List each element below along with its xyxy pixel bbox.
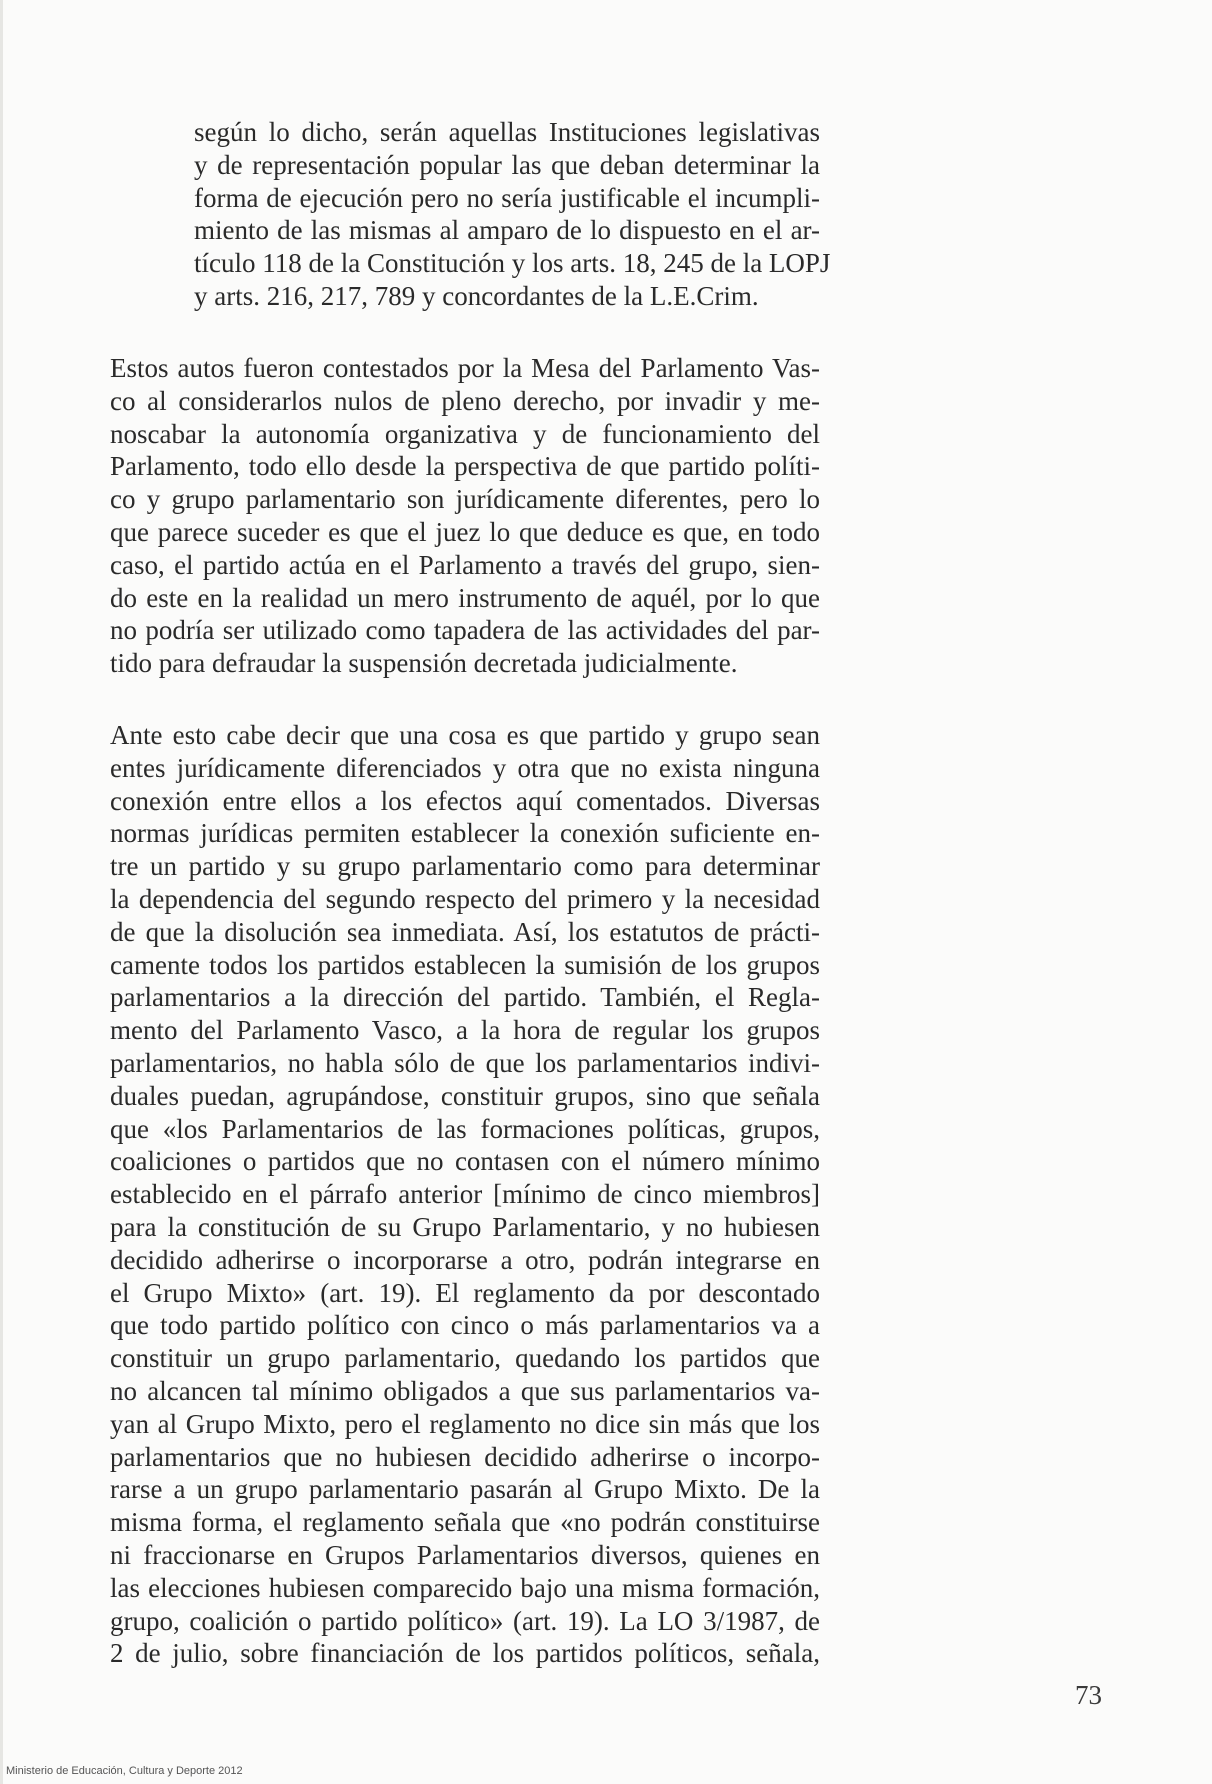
text-line: conexión entre ellos a los efectos aquí comentados. Diversas — [110, 785, 820, 816]
text-line: co al considerarlos nulos de pleno derecho, por invadir y me- — [110, 385, 820, 416]
text-line: parlamentarios, no habla sólo de que los parlamentarios indivi- — [110, 1047, 820, 1078]
text-line: Estos autos fueron contestados por la Mesa del Parlamento Vas- — [110, 353, 820, 383]
page-edge — [0, 0, 3, 1784]
text-line: yan al Grupo Mixto, pero el reglamento no dice sin más que los — [110, 1408, 820, 1439]
text-line: forma de ejecución pero no sería justificable el incumpli- — [194, 182, 820, 213]
text-line: normas jurídicas permiten establecer la conexión suficiente en- — [110, 818, 820, 849]
footer-credit: Ministerio de Educación, Cultura y Deporte 2012 — [6, 1765, 243, 1777]
text-line: de que la disolución sea inmediata. Así, los estatutos de prácti- — [110, 916, 820, 947]
text-line: la dependencia del segundo respecto del primero y la necesidad — [110, 883, 820, 914]
text-line: duales puedan, agrupándose, constituir grupos, sino que señala — [110, 1080, 820, 1111]
text-line: tre un partido y su grupo parlamentario como para determinar — [110, 851, 820, 882]
text-line: mento del Parlamento Vasco, a la hora de regular los grupos — [110, 1015, 820, 1046]
text-line: y arts. 216, 217, 789 y concordantes de la L.E.Crim. — [194, 280, 759, 311]
text-line: el Grupo Mixto» (art. 19). El reglamento da por descontado — [110, 1277, 820, 1308]
text-line: constituir un grupo parlamentario, quedando los partidos que — [110, 1343, 820, 1374]
text-line: entes jurídicamente diferenciados y otra que no exista ninguna — [110, 752, 820, 783]
text-line: coaliciones o partidos que no contasen con el número mínimo — [110, 1146, 820, 1177]
text-line: tido para defraudar la suspensión decretada judicialmente. — [110, 648, 738, 679]
text-line: que parece suceder es que el juez lo que deduce es que, en todo — [110, 516, 820, 547]
text-line: ni fraccionarse en Grupos Parlamentarios diversos, quienes en — [110, 1539, 820, 1570]
text-line: establecido en el párrafo anterior [mínimo de cinco miembros] — [110, 1179, 820, 1210]
text-line: para la constitución de su Grupo Parlamentario, y no hubiesen — [110, 1211, 820, 1242]
text-line: decidido adherirse o incorporarse a otro, podrán integrarse en — [110, 1244, 820, 1275]
text-line: 2 de julio, sobre financiación de los partidos políticos, señala, — [110, 1638, 820, 1669]
text-line: miento de las mismas al amparo de lo dispuesto en el ar- — [194, 215, 820, 246]
text-line: noscabar la autonomía organizativa y de funcionamiento del — [110, 418, 820, 449]
text-line: caso, el partido actúa en el Parlamento a través del grupo, sien- — [110, 549, 820, 580]
page-number: 73 — [1075, 1680, 1102, 1710]
text-line: que todo partido político con cinco o más parlamentarios va a — [110, 1310, 820, 1341]
text-line: no alcancen tal mínimo obligados a que sus parlamentarios va- — [110, 1375, 820, 1406]
text-line: que «los Parlamentarios de las formaciones políticas, grupos, — [110, 1113, 820, 1144]
text-line: parlamentarios a la dirección del partido. También, el Regla- — [110, 982, 820, 1013]
text-line: y de representación popular las que deban determinar la — [194, 149, 820, 180]
text-line: parlamentarios que no hubiesen decidido adherirse o incorpo- — [110, 1441, 820, 1472]
text-line: Parlamento, todo ello desde la perspectiva de que partido políti- — [110, 451, 820, 482]
text-line: do este en la realidad un mero instrumento de aquél, por lo que — [110, 582, 820, 613]
text-line: las elecciones hubiesen comparecido bajo una misma formación, — [110, 1572, 820, 1603]
text-line: misma forma, el reglamento señala que «no podrán constituirse — [110, 1507, 820, 1538]
text-line: tículo 118 de la Constitución y los arts. 18, 245 de la LOPJ — [194, 248, 831, 279]
paragraph-1 — [194, 116, 831, 313]
text-line: rarse a un grupo parlamentario pasarán al Grupo Mixto. De la — [110, 1474, 820, 1505]
text-line: grupo, coalición o partido político» (art. 19). La LO 3/1987, de — [110, 1605, 820, 1636]
text-line: Ante esto cabe decir que una cosa es que partido y grupo sean — [110, 720, 820, 750]
text-line: según lo dicho, serán aquellas Instituciones legislativas — [194, 117, 820, 147]
text-line: camente todos los partidos establecen la sumisión de los grupos — [110, 949, 820, 980]
text-line: no podría ser utilizado como tapadera de las actividades del par- — [110, 615, 820, 646]
text-line: co y grupo parlamentario son jurídicamente diferentes, pero lo — [110, 484, 820, 515]
paragraph-2 — [110, 352, 820, 680]
paragraph-3 — [110, 719, 820, 1670]
